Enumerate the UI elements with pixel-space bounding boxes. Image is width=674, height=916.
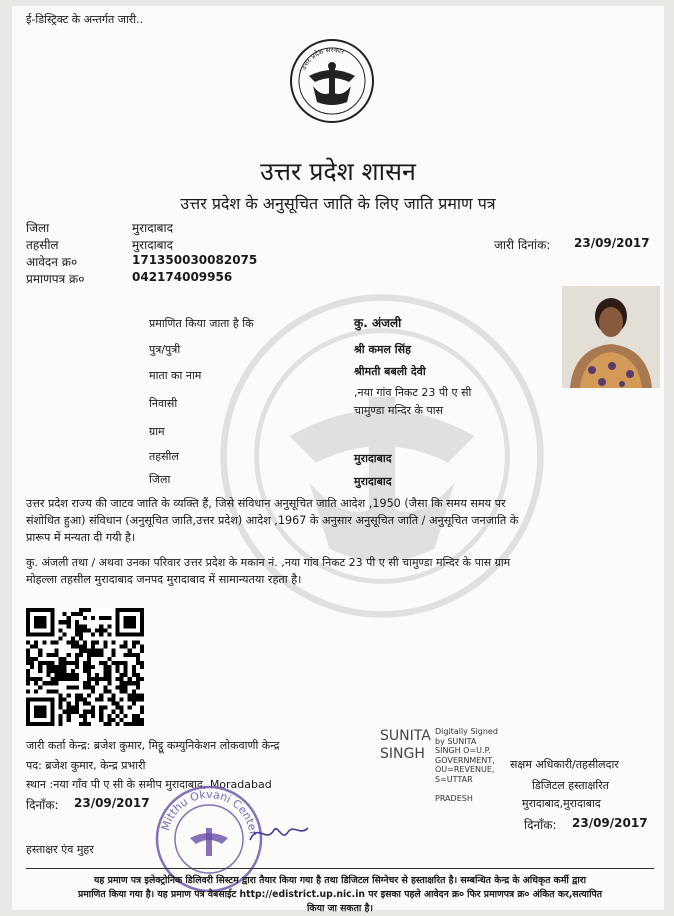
- district-value: मुरादाबाद: [132, 221, 174, 235]
- district-label: जिला: [26, 221, 50, 235]
- stamp-text: Mitthu Okvani Center: [158, 787, 260, 837]
- caste-statement-line-1: उत्तर प्रदेश राज्य की जाटव जाति के व्यक्ति हैं, जिसे संविधान अनुसूचित जाति आदेश ,1950 (जैसा कि समय समय पर: [26, 497, 506, 510]
- address-line-2: चामुण्डा मन्दिर के पास: [354, 404, 444, 417]
- detail-tehsil-value: मुरादाबाद: [354, 452, 392, 465]
- certificate-page: [12, 6, 664, 914]
- detail-label-resident: निवासी: [149, 397, 178, 410]
- detail-label-mother: माता का नाम: [149, 369, 202, 382]
- handwritten-signature: [248, 818, 310, 848]
- certificate-no-value: 042174009956: [132, 270, 233, 284]
- footer-line-2: प्रमाणित किया गया है। यह प्रमाण पत्र वेबसाईट http://edistrict.up.nic.in पर इसका पहले आवेदन क्र० फिर प्रमाणपत्र क्र० अंकित कर,सत्यापित: [77, 889, 603, 900]
- detail-label-relation: पुत्र/पुत्री: [149, 343, 181, 356]
- detail-label-village: ग्राम: [149, 425, 165, 438]
- digitally-signed-label: डिजिटल हस्ताक्षरित: [532, 779, 609, 792]
- caste-statement-line-2: संशोधित हुआ) संविधान (अनुसूचित जाति,उत्तर प्रदेश) आदेश ,1967 के अनुसार अनुसूचित जाति / अनुसूचित जनजाति के: [26, 514, 519, 527]
- footer-divider: [26, 868, 654, 869]
- sign-and-seal-label: हस्ताक्षर एंव मुहर: [26, 843, 94, 856]
- applicant-photo: [562, 286, 660, 388]
- detail-label-certified: प्रमाणित किया जाता है कि: [149, 317, 254, 330]
- application-no-label: आवेदन क्र०: [26, 255, 78, 269]
- authority-location: मुरादाबाद,मुरादाबाद: [522, 797, 601, 810]
- signer-name-line-1: SUNITA: [380, 728, 431, 744]
- issue-date-label: जारी दिनांक:: [494, 238, 551, 252]
- certificate-no-label: प्रमाणपत्र क्र०: [26, 272, 85, 286]
- mother-name: श्रीमती बबली देवी: [354, 365, 426, 378]
- header-note: ई-डिस्ट्रिक्ट के अन्तर्गत जारी..: [26, 13, 144, 26]
- applicant-name: कु. अंजली: [354, 316, 402, 330]
- issuer-date: 23/09/2017: [74, 796, 150, 810]
- issuer-post: पद: ब्रजेश कुमार, केन्द्र प्रभारी: [26, 759, 146, 772]
- competent-authority: सक्षम अधिकारी/तहसीलदार: [510, 758, 619, 771]
- issuer-place: स्थान :नया गाँव पी ए सी के समीप मुरादाबाद, Moradabad: [26, 778, 272, 791]
- detail-label-tehsil: तहसील: [149, 450, 179, 463]
- digital-signature-details: Digitally Signed by SUNITA SINGH O=U.P. GOVERNMENT, OU=REVENUE, S=UTTAR PRADESH: [435, 727, 498, 803]
- issue-date-value: 23/09/2017: [574, 236, 650, 250]
- father-name: श्री कमल सिंह: [354, 343, 411, 356]
- certificate-title: उत्तर प्रदेश के अनुसूचित जाति के लिए जाति प्रमाण पत्र: [180, 194, 496, 213]
- authority-date: 23/09/2017: [572, 816, 648, 830]
- issuing-center: जारी कर्ता केन्द्र: ब्रजेश कुमार, मिट्ठू कम्युनिकेशन लोकवाणी केन्द्र: [26, 739, 280, 752]
- footer-line-1: यह प्रमाण पत्र इलेक्ट्रोनिक डिलिवरी सिस्टम द्वारा तैयार किया गया है तथा डिजिटल सिग्नेचर से हस्ताक्षरित है। सम्बन्धित केन्द्र के अधिकृत कर्मी द्वारा: [94, 875, 586, 886]
- issuer-date-label: दिनाँक:: [26, 798, 59, 812]
- residence-statement-line-2: मोहल्ला तहसील मुरादाबाद जनपद मुरादाबाद में सामान्यतया रहता है।: [26, 573, 302, 586]
- detail-district-value: मुरादाबाद: [354, 475, 392, 488]
- detail-label-district: जिला: [149, 473, 171, 486]
- signer-name-line-2: SINGH: [380, 746, 425, 762]
- authority-date-label: दिनाँक:: [524, 818, 557, 832]
- tehsil-label: तहसील: [26, 238, 59, 252]
- address-line-1: ,नया गांव निकट 23 पी ए सी: [354, 386, 472, 399]
- government-heading: उत्तर प्रदेश शासन: [260, 157, 416, 186]
- emblem-text: उत्तर प्रदेश सरकार: [299, 45, 346, 72]
- up-government-emblem: [289, 36, 375, 126]
- caste-statement-line-3: प्रारूप में मन्यता दी गयी है।: [26, 531, 136, 544]
- residence-statement-line-1: कु. अंजली तथा / अथवा उनका परिवार उत्तर प्रदेश के मकान नं. ,नया गांव निकट 23 पी ए सी चामुण्डा मन्दिर के पास ग्राम: [26, 556, 511, 569]
- footer-note: [30, 874, 650, 916]
- qr-code: [26, 608, 144, 726]
- application-no-value: 171350030082075: [132, 253, 258, 267]
- tehsil-value: मुरादाबाद: [132, 238, 174, 252]
- footer-line-3: किया जा सकता है।: [307, 903, 373, 914]
